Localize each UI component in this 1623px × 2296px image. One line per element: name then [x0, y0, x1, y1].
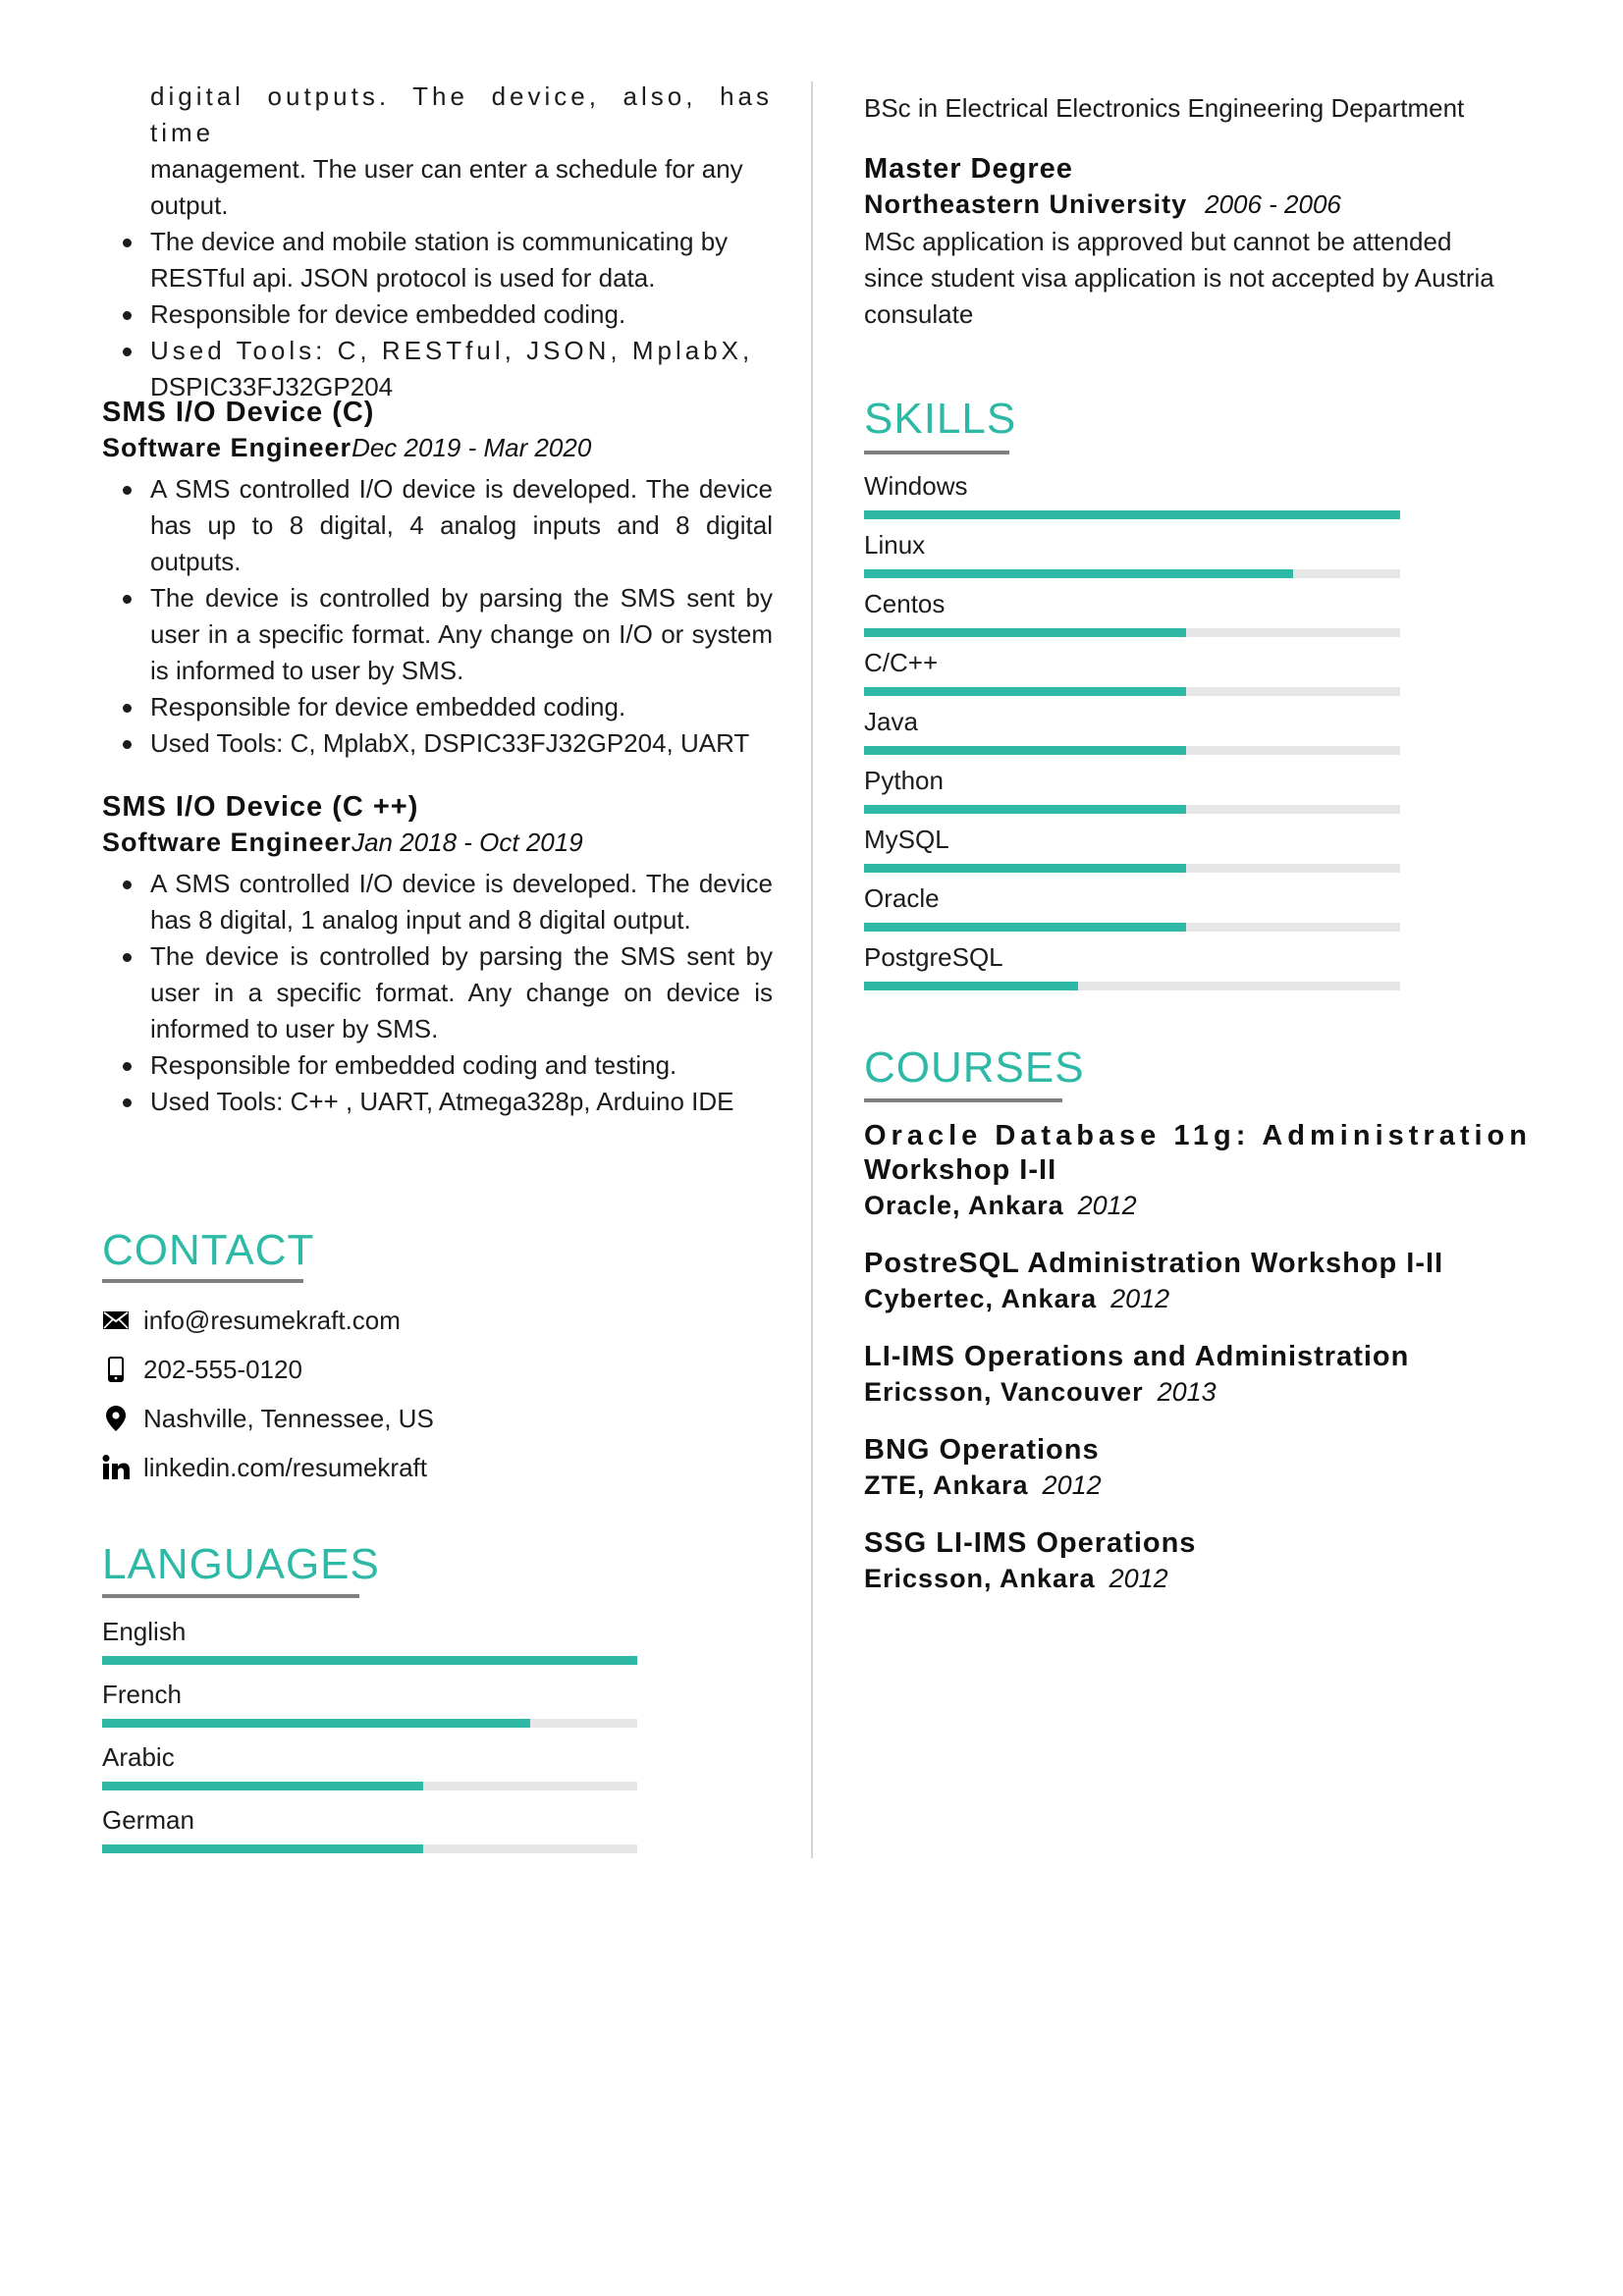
contact-phone-text: 202-555-0120 [143, 1354, 302, 1384]
skill-level-track [864, 746, 1400, 755]
skill-level-track [864, 687, 1400, 696]
job-entry [102, 395, 773, 762]
language-name: English [102, 1617, 187, 1646]
skill-level-fill [864, 628, 1186, 637]
bullet-item: Used Tools: C++ , UART, Atmega328p, Arduino IDE [102, 1084, 773, 1120]
job-role: Software Engineer [102, 433, 352, 462]
language-level-fill [102, 1782, 423, 1790]
bullet-item: A SMS controlled I/O device is developed. The device has 8 digital, 1 analog input and 8 digital output. [102, 866, 773, 938]
skill-level-fill [864, 864, 1186, 873]
skill-name: Linux [864, 530, 926, 560]
job-role: Software Engineer [102, 828, 352, 857]
course-item [864, 1340, 1551, 1410]
bullet-item [102, 224, 773, 296]
section-heading-courses: COURSES [864, 1043, 1085, 1092]
skill-level-fill [864, 687, 1186, 696]
course-year: 2012 [1110, 1284, 1170, 1313]
skill-name: Centos [864, 589, 946, 618]
bullet-line: Used Tools: C, RESTful, JSON, MplabX, [150, 336, 754, 365]
course-provider-line [864, 1281, 1551, 1316]
language-item [102, 1616, 637, 1665]
section-heading-contact: CONTACT [102, 1226, 315, 1274]
skill-level-fill [864, 923, 1186, 932]
skill-name: Java [864, 707, 918, 736]
skill-level-fill [864, 982, 1078, 990]
language-name: Arabic [102, 1742, 175, 1772]
course-provider: Oracle, Ankara [864, 1191, 1064, 1220]
skill-level-fill [864, 746, 1186, 755]
job-role-line [102, 430, 773, 465]
language-item [102, 1804, 637, 1853]
courses-section [864, 1043, 1085, 1102]
skill-level-track [864, 982, 1400, 990]
contact-location [102, 1401, 434, 1436]
course-provider-line [864, 1468, 1551, 1503]
course-item [864, 1433, 1551, 1503]
map-pin-icon [102, 1405, 130, 1432]
skill-name: C/C++ [864, 648, 939, 677]
education-master [864, 151, 1551, 333]
language-level-fill [102, 1844, 423, 1853]
skills-section [864, 395, 1016, 454]
skill-level-track [864, 628, 1400, 637]
course-provider: Ericsson, Ankara [864, 1564, 1096, 1593]
skill-item [864, 941, 1400, 990]
degree-note-line: consulate [864, 299, 974, 329]
language-item [102, 1741, 637, 1790]
envelope-icon [102, 1307, 130, 1334]
contact-section [102, 1226, 314, 1283]
job-bullets [102, 866, 773, 1120]
course-year: 2012 [1109, 1564, 1168, 1593]
bullet-item: Responsible for device embedded coding. [102, 689, 773, 725]
bullet-item [102, 296, 773, 333]
language-name: German [102, 1805, 194, 1835]
skill-item [864, 706, 1400, 755]
phone-icon [102, 1356, 130, 1383]
skill-item [864, 647, 1400, 696]
skill-name: PostgreSQL [864, 942, 1003, 972]
skill-item [864, 765, 1400, 814]
skill-level-track [864, 510, 1400, 519]
skill-item [864, 882, 1400, 932]
bullet-item: A SMS controlled I/O device is developed. The device has up to 8 digital, 4 analog inputs and 8 digital outputs. [102, 471, 773, 580]
experience-continued [102, 79, 773, 405]
contact-email-text: info@resumekraft.com [143, 1305, 401, 1335]
bullet-line: The device and mobile station is communicating by [150, 227, 729, 256]
language-level-track [102, 1656, 637, 1665]
bullet-line: RESTful api. JSON protocol is used for data. [150, 263, 656, 293]
job-role-line [102, 825, 773, 860]
degree-date: 2006 - 2006 [1205, 189, 1341, 219]
skill-level-track [864, 569, 1400, 578]
course-title: SSG LI-IMS Operations [864, 1527, 1197, 1559]
bullet-item: The device is controlled by parsing the SMS sent by user in a specific format. Any change on I/O or system is informed to user by SMS. [102, 580, 773, 689]
skill-level-fill [864, 569, 1293, 578]
section-rule [864, 451, 1009, 454]
language-level-track [102, 1782, 637, 1790]
language-level-fill [102, 1719, 530, 1728]
language-item [102, 1679, 637, 1728]
job-title: SMS I/O Device (C ++) [102, 791, 419, 823]
section-rule [102, 1279, 303, 1283]
course-item [864, 1526, 1551, 1596]
course-provider: Cybertec, Ankara [864, 1284, 1098, 1313]
language-level-track [102, 1844, 637, 1853]
skill-name: Oracle [864, 883, 940, 913]
degree-school-line [864, 187, 1551, 222]
linkedin-icon [102, 1454, 130, 1481]
course-title: LI-IMS Operations and Administration [864, 1341, 1410, 1372]
course-year: 2012 [1042, 1470, 1102, 1500]
bullet-item: Used Tools: C, MplabX, DSPIC33FJ32GP204, UART [102, 725, 773, 762]
course-title: Oracle Database 11g: Administration [864, 1120, 1532, 1151]
experience-continued-bullets [102, 224, 773, 405]
skill-level-fill [864, 510, 1400, 519]
language-level-track [102, 1719, 637, 1728]
section-heading-languages: LANGUAGES [102, 1540, 380, 1588]
course-provider-line [864, 1188, 1551, 1223]
skill-name: Windows [864, 471, 968, 501]
languages-section [102, 1540, 380, 1598]
skill-item [864, 824, 1400, 873]
course-title: Workshop I-II [864, 1154, 1057, 1186]
contact-linkedin[interactable] [102, 1450, 434, 1485]
contact-location-text: Nashville, Tennessee, US [143, 1403, 434, 1433]
school-name: Northeastern University [864, 189, 1188, 219]
course-item [864, 1119, 1551, 1223]
experience-continued-line: management. The user can enter a schedule for any [150, 154, 743, 184]
skill-level-track [864, 864, 1400, 873]
language-level-fill [102, 1656, 637, 1665]
course-year: 2012 [1077, 1191, 1137, 1220]
degree-note-line: MSc application is approved but cannot be attended [864, 227, 1452, 256]
job-date: Jan 2018 - Oct 2019 [352, 828, 583, 857]
education-bsc-line: BSc in Electrical Electronics Engineering Department [864, 93, 1465, 123]
experience-continued-line: digital outputs. The device, also, has time [150, 81, 773, 147]
job-entry [102, 789, 773, 1120]
course-provider: Ericsson, Vancouver [864, 1377, 1144, 1407]
skill-level-fill [864, 805, 1186, 814]
bullet-item: Responsible for embedded coding and testing. [102, 1047, 773, 1084]
course-year: 2013 [1157, 1377, 1217, 1407]
skill-name: MySQL [864, 825, 949, 854]
job-bullets [102, 471, 773, 762]
course-item [864, 1247, 1551, 1316]
contact-phone[interactable] [102, 1352, 434, 1387]
course-title: BNG Operations [864, 1434, 1100, 1466]
skill-item [864, 588, 1400, 637]
job-title: SMS I/O Device (C) [102, 397, 375, 428]
bullet-line: Responsible for device embedded coding. [150, 299, 626, 329]
contact-list [102, 1303, 434, 1485]
degree-note-line: since student visa application is not accepted by Austria [864, 263, 1494, 293]
bullet-item: The device is controlled by parsing the SMS sent by user in a specific format. Any change on device is informed to user by SMS. [102, 938, 773, 1047]
skill-level-track [864, 923, 1400, 932]
contact-email[interactable] [102, 1303, 434, 1338]
bullet-line: DSPIC33FJ32GP204 [150, 372, 394, 401]
column-divider [811, 81, 813, 1858]
section-heading-skills: SKILLS [864, 395, 1017, 443]
course-provider-line [864, 1561, 1551, 1596]
experience-continued-line: output. [150, 190, 229, 220]
skill-level-track [864, 805, 1400, 814]
course-title: PostreSQL Administration Workshop I-II [864, 1248, 1444, 1279]
job-date: Dec 2019 - Mar 2020 [352, 433, 592, 462]
section-rule [864, 1098, 1062, 1102]
contact-linkedin-text: linkedin.com/resumekraft [143, 1452, 427, 1482]
degree-title: Master Degree [864, 153, 1073, 185]
skill-item [864, 470, 1400, 519]
course-provider: ZTE, Ankara [864, 1470, 1029, 1500]
skill-item [864, 529, 1400, 578]
course-provider-line [864, 1374, 1551, 1410]
section-rule [102, 1594, 359, 1598]
skill-name: Python [864, 766, 944, 795]
language-name: French [102, 1680, 182, 1709]
